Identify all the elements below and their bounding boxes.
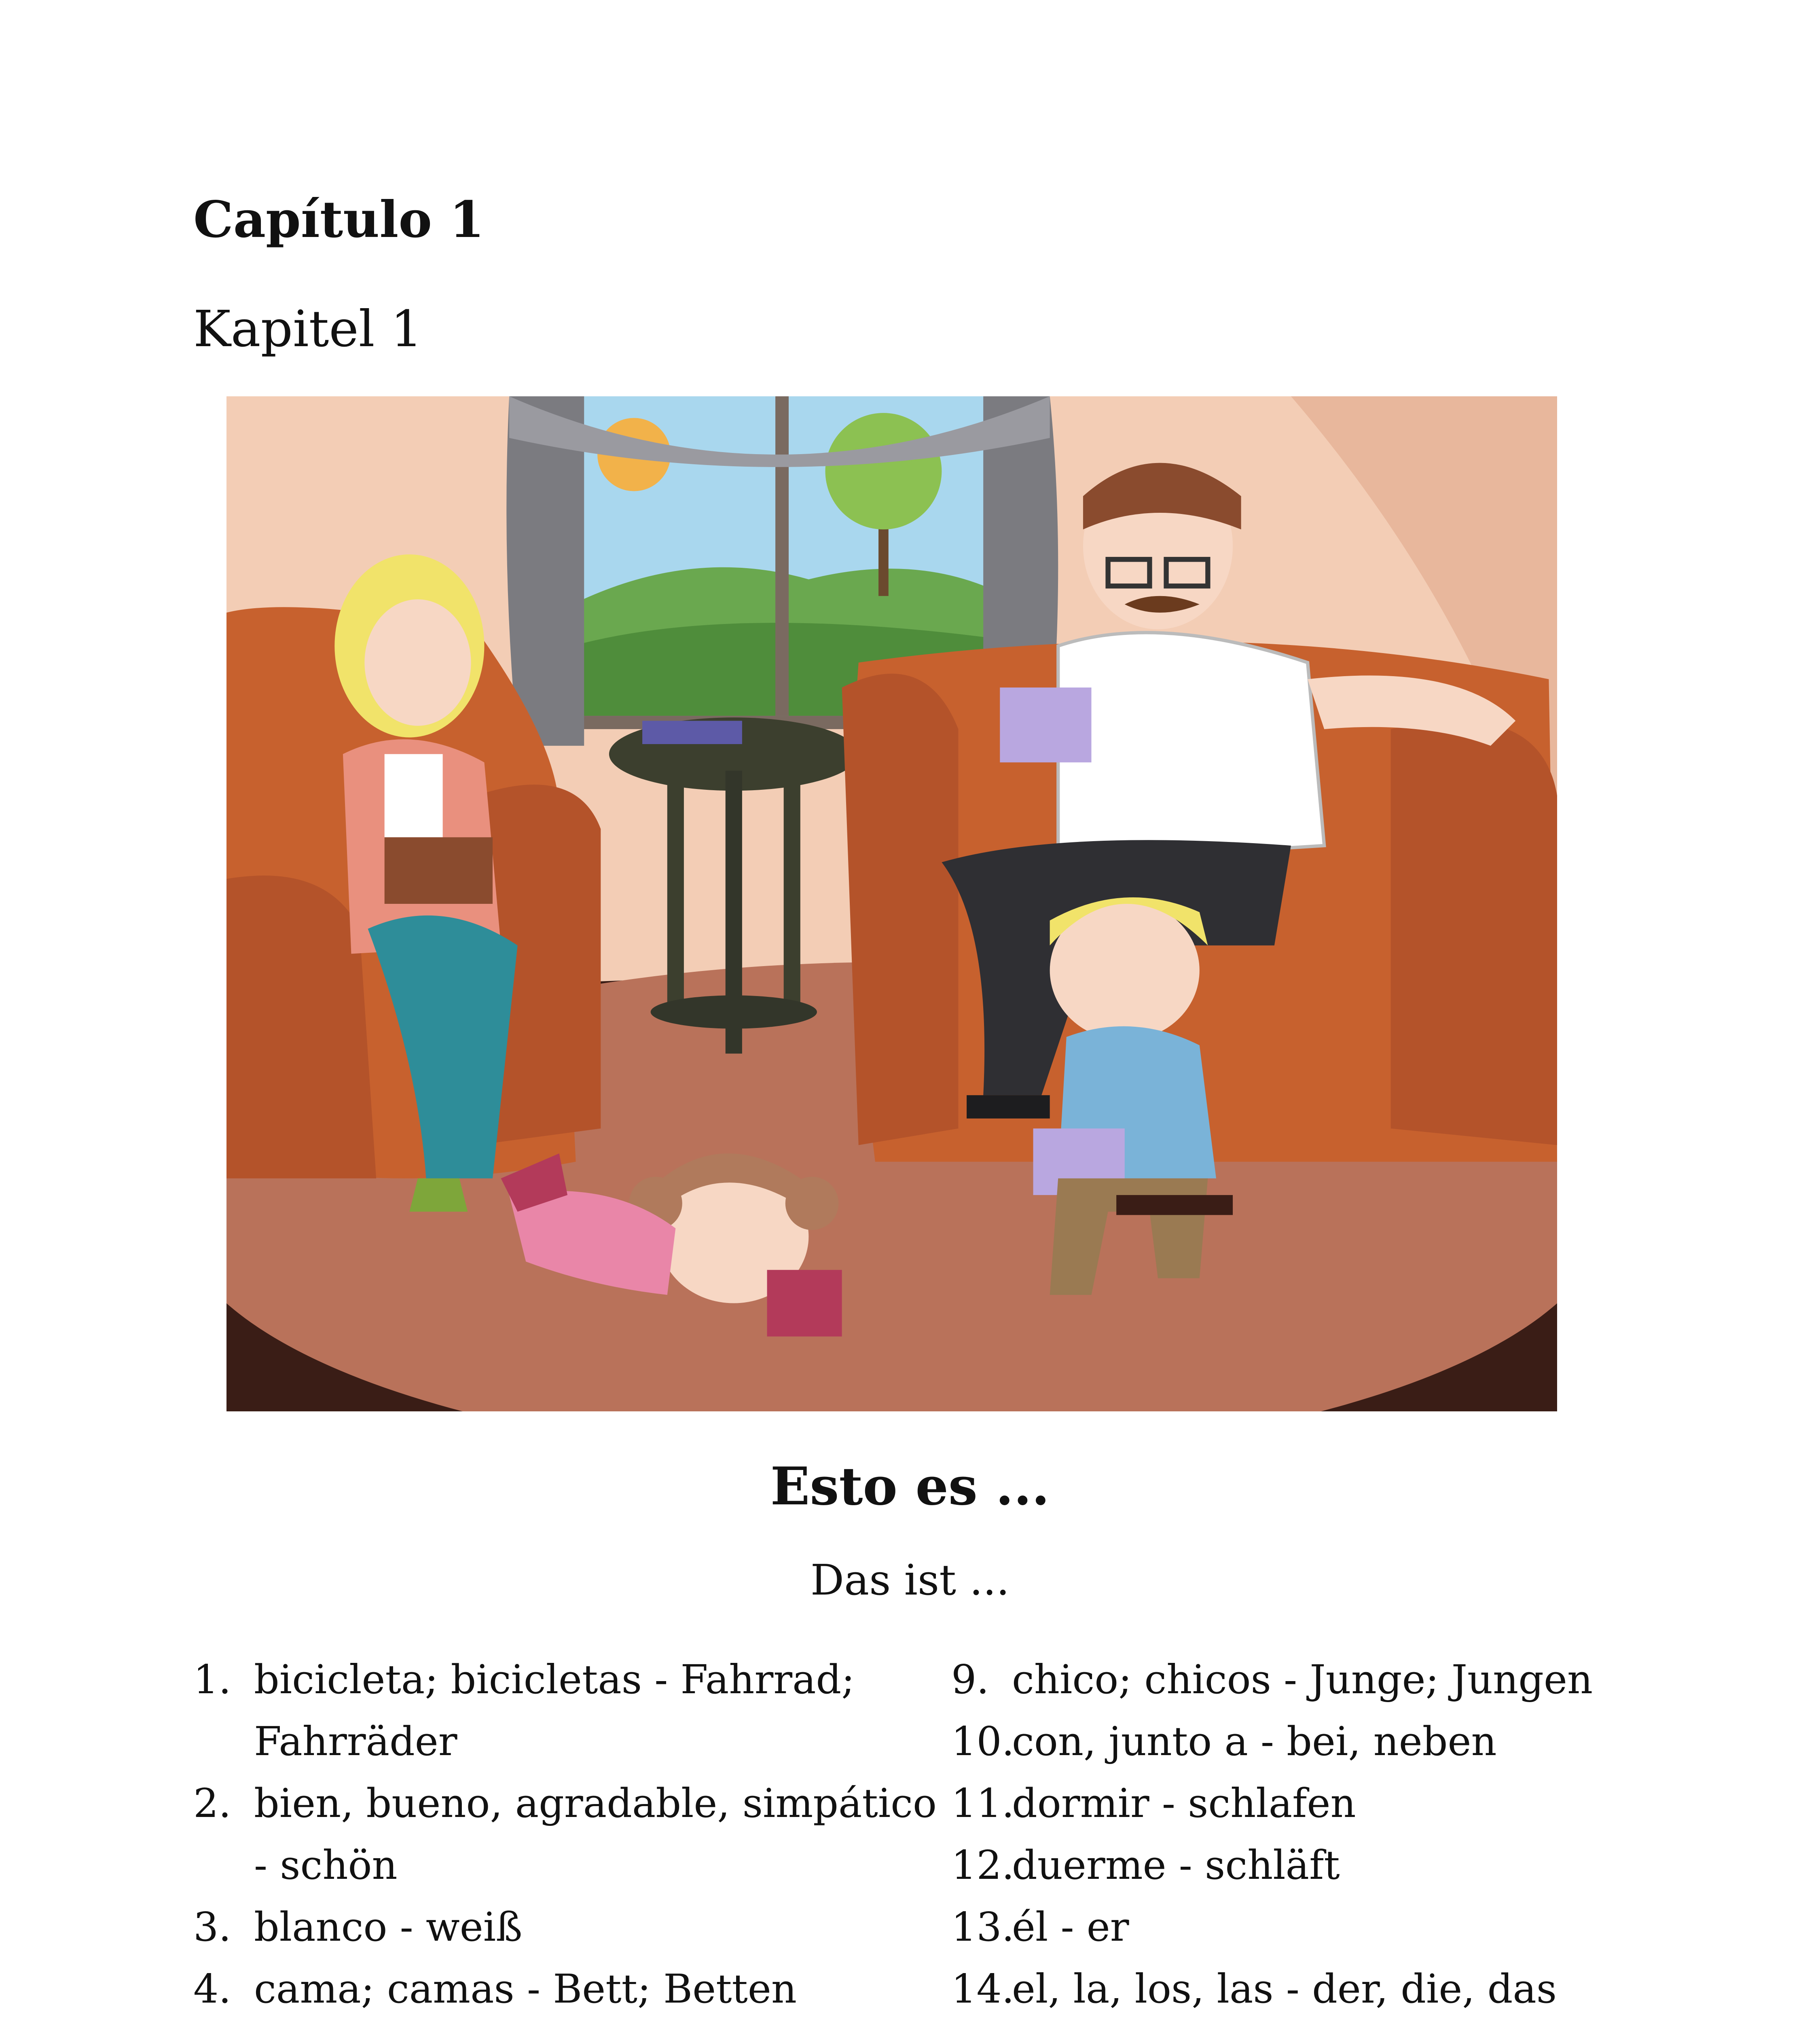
- list-item: [951, 1773, 1760, 1835]
- chapter-title: Capítulo 1: [193, 190, 485, 249]
- item-number: 13.: [951, 1904, 1014, 1950]
- list-item: [193, 1649, 962, 1773]
- item-number: 12.: [951, 1842, 1014, 1889]
- item-text: duerme - schläft: [1012, 1842, 1340, 1889]
- item-number: 10.: [951, 1719, 1014, 1765]
- list-item: [951, 1897, 1760, 1959]
- vocabulary-list-left: [193, 1649, 962, 2022]
- list-item: [951, 2020, 1760, 2022]
- item-number: [193, 2020, 231, 2022]
- item-text: cama; camas - Bett; Betten: [254, 1966, 797, 2012]
- list-item: [951, 1649, 1760, 1711]
- list-item: [951, 1835, 1760, 1897]
- list-item: [193, 1897, 962, 1959]
- item-number: 14.: [951, 1966, 1014, 2012]
- item-number: 3.: [193, 1904, 231, 1950]
- item-number: [951, 2020, 1014, 2022]
- list-item: [951, 1959, 1760, 2020]
- list-item: [193, 1959, 962, 2020]
- chapter-subtitle: Kapitel 1: [193, 300, 423, 358]
- item-text: bicicleta; bicicletas - Fahrrad; Fahrräder: [254, 1657, 855, 1765]
- item-text: bien, bueno, agradable, simpático - schön: [254, 1781, 937, 1889]
- list-item: [193, 2020, 962, 2022]
- item-number: 9.: [951, 1657, 989, 1703]
- item-text: blanco - weiß: [254, 1904, 523, 1950]
- item-number: 2.: [193, 1781, 231, 1827]
- item-text: el, la, los, las - der, die, das: [1012, 1966, 1557, 2012]
- section-subtitle: Das ist ...: [810, 1555, 1010, 1605]
- section-title: Esto es ...: [770, 1456, 1050, 1517]
- item-text: con, junto a - bei, neben: [1012, 1719, 1497, 1765]
- item-number: 1.: [193, 1657, 231, 1703]
- item-number: 11.: [951, 1781, 1014, 1827]
- item-number: 4.: [193, 1966, 231, 2012]
- item-text: él - er: [1012, 1904, 1129, 1950]
- item-text: chico; chicos - Junge; Jungen: [1012, 1657, 1593, 1703]
- family-reading-illustration: [226, 396, 1557, 1411]
- item-text: dormir - schlafen: [1012, 1781, 1356, 1827]
- list-item: [951, 1711, 1760, 1773]
- list-item: [193, 1773, 962, 1897]
- vocabulary-list-right: [951, 1649, 1760, 2022]
